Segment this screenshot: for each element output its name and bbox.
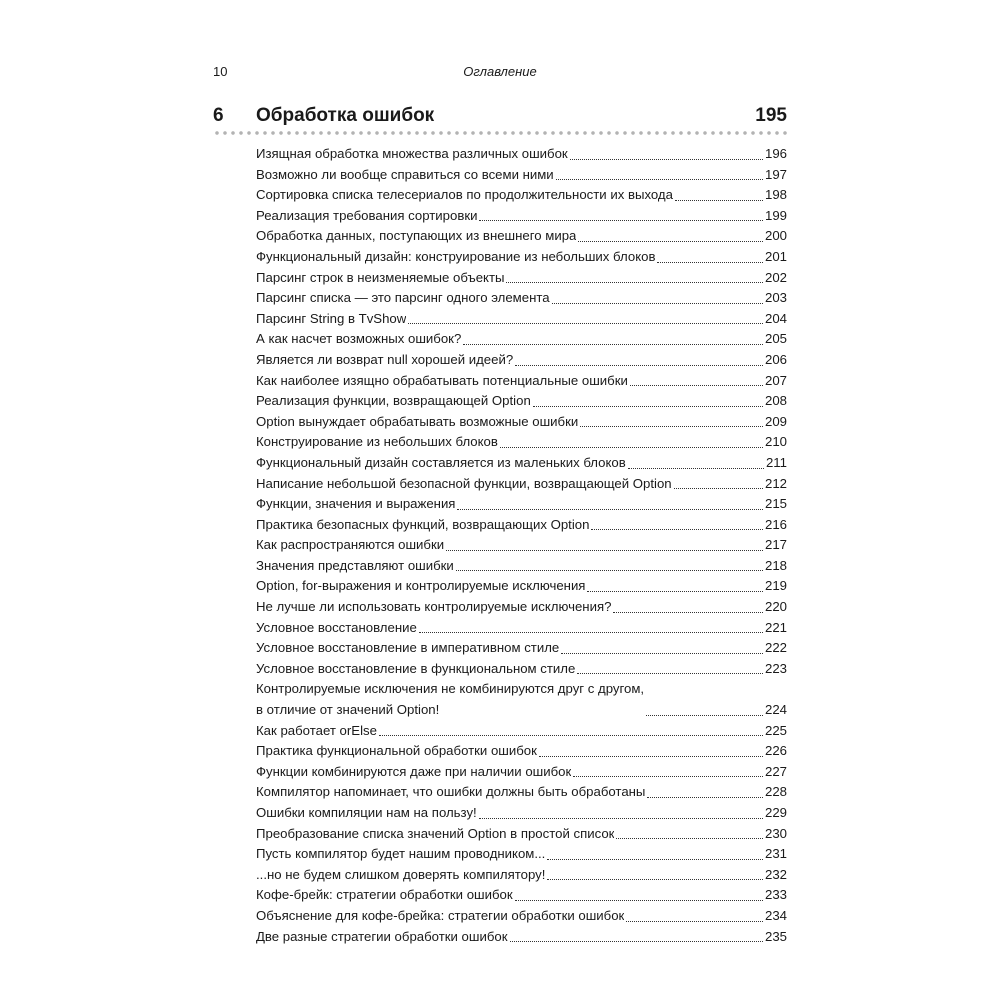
toc-entry-title: Реализация требования сортировки [256, 207, 478, 223]
toc-entry-title: Ошибки компиляции нам на пользу! [256, 805, 477, 820]
toc-entry-page: 202 [764, 269, 787, 285]
toc-entry-title: Функции комбинируются даже при наличии ошибок [256, 763, 572, 779]
dot-leader [646, 714, 763, 716]
dot-leader [591, 528, 763, 530]
chapter-number: 6 [213, 105, 224, 126]
dot-leader [675, 199, 763, 201]
dot-leader [547, 858, 763, 860]
toc-entry-page: 206 [764, 351, 787, 367]
toc-entry-title: Сортировка списка телесериалов по продолжительности их выхода [256, 187, 673, 203]
toc-entry [256, 494, 787, 515]
toc-entry-page: 227 [764, 763, 787, 779]
toc-entry [256, 350, 787, 371]
toc-entry-title: Функциональный дизайн составляется из маленьких блоков [256, 454, 626, 470]
toc-entry-title: Практика безопасных функций, возвращающих Option [256, 516, 590, 532]
toc-list [256, 144, 787, 947]
toc-entry-page: 219 [764, 578, 787, 594]
toc-entry [256, 576, 787, 597]
toc-entry-title: Как наиболее изящно обрабатывать потенциальные ошибки [256, 372, 628, 388]
toc-entry-page: 228 [764, 784, 787, 800]
toc-entry [256, 206, 787, 227]
toc-entry [256, 309, 787, 330]
toc-entry [256, 474, 787, 495]
toc-entry-title: Две разные стратегии обработки ошибок [256, 928, 508, 944]
toc-entry-title: Объяснение для кофе-брейка: стратегии обработки ошибок [256, 907, 625, 923]
dot-leader [510, 940, 763, 942]
toc-entry [256, 885, 787, 906]
toc-entry-title: Условное восстановление в императивном стиле [256, 640, 560, 656]
toc-entry-title: Конструирование из небольших блоков [256, 434, 498, 450]
toc-entry-page: 198 [764, 187, 787, 203]
toc-entry-page: 231 [764, 846, 787, 862]
toc-entry-title: Парсинг строк в неизменяемые объекты [256, 269, 505, 285]
toc-entry-page: 222 [764, 640, 787, 656]
toc-entry-title: Написание небольшой безопасной функции, возвращающей Option [256, 475, 672, 491]
toc-entry-page: 210 [764, 434, 787, 450]
toc-entry [256, 927, 787, 948]
toc-entry-title [256, 679, 644, 720]
toc-entry [256, 535, 787, 556]
toc-entry [256, 453, 787, 474]
toc-entry [256, 185, 787, 206]
dot-leader [580, 425, 763, 427]
toc-entry-title: Обработка данных, поступающих из внешнего мира [256, 228, 577, 244]
dot-leader [463, 343, 763, 345]
toc-entry-title: Option вынуждает обрабатывать возможные ошибки [256, 413, 579, 429]
toc-entry-page: 218 [764, 557, 787, 573]
toc-entry [256, 515, 787, 536]
toc-entry-page: 217 [764, 537, 787, 553]
dot-leader [506, 281, 763, 283]
toc-entry [256, 165, 787, 186]
toc-entry [256, 906, 787, 927]
toc-entry-title: Функции, значения и выражения [256, 496, 456, 512]
dot-leader [616, 837, 763, 839]
toc-entry-page: 204 [764, 310, 787, 326]
toc-entry-title: Возможно ли вообще справиться со всеми ними [256, 166, 554, 182]
toc-entry-page: 233 [764, 887, 787, 903]
toc-entry-title: Пусть компилятор будет нашим проводником... [256, 846, 546, 862]
toc-entry-page: 208 [764, 393, 787, 409]
dot-leader [547, 878, 763, 880]
dot-leader [578, 240, 763, 242]
dot-leader [628, 467, 764, 469]
dot-leader [515, 364, 763, 366]
toc-entry-page: 234 [764, 907, 787, 923]
toc-entry-page: 225 [764, 722, 787, 738]
toc-entry [256, 865, 787, 886]
dot-leader [577, 672, 763, 674]
toc-entry-page: 201 [764, 248, 787, 264]
toc-entry [256, 144, 787, 165]
toc-entry-title: Не лучше ли использовать контролируемые исключения? [256, 599, 612, 615]
dot-leader [613, 611, 763, 613]
toc-entry-title: Как работает orElse [256, 722, 377, 738]
toc-entry [256, 638, 787, 659]
toc-entry [256, 741, 787, 762]
toc-entry [256, 721, 787, 742]
dot-leader [556, 178, 763, 180]
dot-leader [587, 590, 763, 592]
toc-entry [256, 288, 787, 309]
toc-entry [256, 782, 787, 803]
toc-entry [256, 329, 787, 350]
dot-leader [630, 384, 763, 386]
toc-entry-page: 221 [764, 619, 787, 635]
toc-entry [256, 556, 787, 577]
toc-entry [256, 597, 787, 618]
dot-leader [533, 405, 763, 407]
dot-leader [561, 652, 763, 654]
toc-entry-title: Компилятор напоминает, что ошибки должны быть обработаны [256, 784, 646, 800]
toc-entry [256, 432, 787, 453]
toc-entry-page: 226 [764, 743, 787, 759]
toc-entry [256, 762, 787, 783]
toc-entry [256, 844, 787, 865]
toc-entry-page: 209 [764, 413, 787, 429]
dot-leader [573, 775, 763, 777]
toc-entry-title: Изящная обработка множества различных ошибок [256, 146, 568, 161]
toc-entry-title: Условное восстановление [256, 619, 417, 635]
chapter-title: Обработка ошибок [256, 105, 435, 126]
toc-entry-title: Практика функциональной обработки ошибок [256, 743, 537, 759]
dotted-divider [213, 130, 787, 136]
toc-entry-page: 200 [764, 228, 787, 244]
toc-entry-title: Реализация функции, возвращающей Option [256, 393, 531, 409]
toc-entry-page: 220 [764, 599, 787, 615]
toc-entry-page: 199 [764, 207, 787, 223]
toc-entry-title: ...но не будем слишком доверять компилятору! [256, 866, 546, 882]
toc-entry-title: Парсинг списка — это парсинг одного элемента [256, 290, 550, 306]
toc-entry-page: 211 [765, 454, 787, 470]
dot-leader [515, 899, 763, 901]
toc-entry-page: 207 [764, 372, 787, 388]
dot-leader [419, 631, 763, 633]
dot-leader [379, 734, 763, 736]
dot-leader [570, 158, 763, 160]
toc-entry [256, 412, 787, 433]
toc-entry-title: Преобразование списка значений Option в простой список [256, 825, 615, 841]
toc-entry-page: 223 [764, 660, 787, 676]
toc-entry [256, 659, 787, 680]
toc-entry [256, 824, 787, 845]
dot-leader [457, 508, 763, 510]
toc-entry-page: 197 [764, 166, 787, 182]
toc-entry-title: Как распространяются ошибки [256, 537, 445, 553]
toc-entry-title: А как насчет возможных ошибок? [256, 331, 462, 347]
toc-entry-page: 235 [764, 928, 787, 944]
dot-leader [456, 569, 763, 571]
toc-entry-title: Option, for-выражения и контролируемые исключения [256, 578, 586, 594]
page-number: 10 [213, 64, 228, 79]
dot-leader [408, 322, 763, 324]
toc-entry [256, 618, 787, 639]
toc-entry-title: Функциональный дизайн: конструирование из небольших блоков [256, 248, 656, 264]
toc-entry-title: Условное восстановление в функциональном стиле [256, 660, 576, 676]
toc-entry [256, 803, 787, 824]
toc-entry [256, 268, 787, 289]
toc-entry-page: 216 [764, 516, 787, 532]
dot-leader [446, 549, 763, 551]
toc-entry-title-line: в отличие от значений Option! [256, 702, 440, 718]
toc-entry-page: 215 [764, 496, 787, 512]
toc-entry [256, 226, 787, 247]
toc-entry-page: 230 [764, 825, 787, 841]
toc-entry-page: 232 [764, 866, 787, 882]
toc-entry [256, 391, 787, 412]
dot-leader [479, 219, 763, 221]
toc-entry-title: Значения представляют ошибки [256, 557, 454, 573]
dot-leader [479, 817, 763, 819]
toc-entry-page: 224 [764, 702, 787, 718]
toc-entry-title: Кофе-брейк: стратегии обработки ошибок [256, 887, 513, 903]
toc-entry [256, 371, 787, 392]
dot-leader [674, 487, 763, 489]
dot-leader [626, 920, 763, 922]
dot-leader [539, 755, 763, 757]
toc-entry-title: Парсинг String в TvShow [256, 310, 407, 326]
chapter-page: 195 [755, 105, 787, 126]
running-head: Оглавление [463, 64, 537, 79]
toc-entry-page: 205 [764, 331, 787, 347]
toc-entry [256, 247, 787, 268]
toc-entry-page: 196 [764, 146, 787, 161]
toc-entry [256, 679, 787, 720]
dot-leader [647, 796, 763, 798]
dot-leader [657, 261, 763, 263]
toc-entry-title: Является ли возврат null хорошей идеей? [256, 351, 514, 367]
dot-leader [500, 446, 763, 448]
chapter-heading [213, 102, 787, 130]
toc-entry-title-line: Контролируемые исключения не комбинируются друг с другом, [256, 681, 645, 697]
toc-entry-page: 203 [764, 290, 787, 306]
toc-entry-page: 229 [764, 805, 787, 820]
toc-entry-page: 212 [764, 475, 787, 491]
dot-leader [552, 302, 763, 304]
